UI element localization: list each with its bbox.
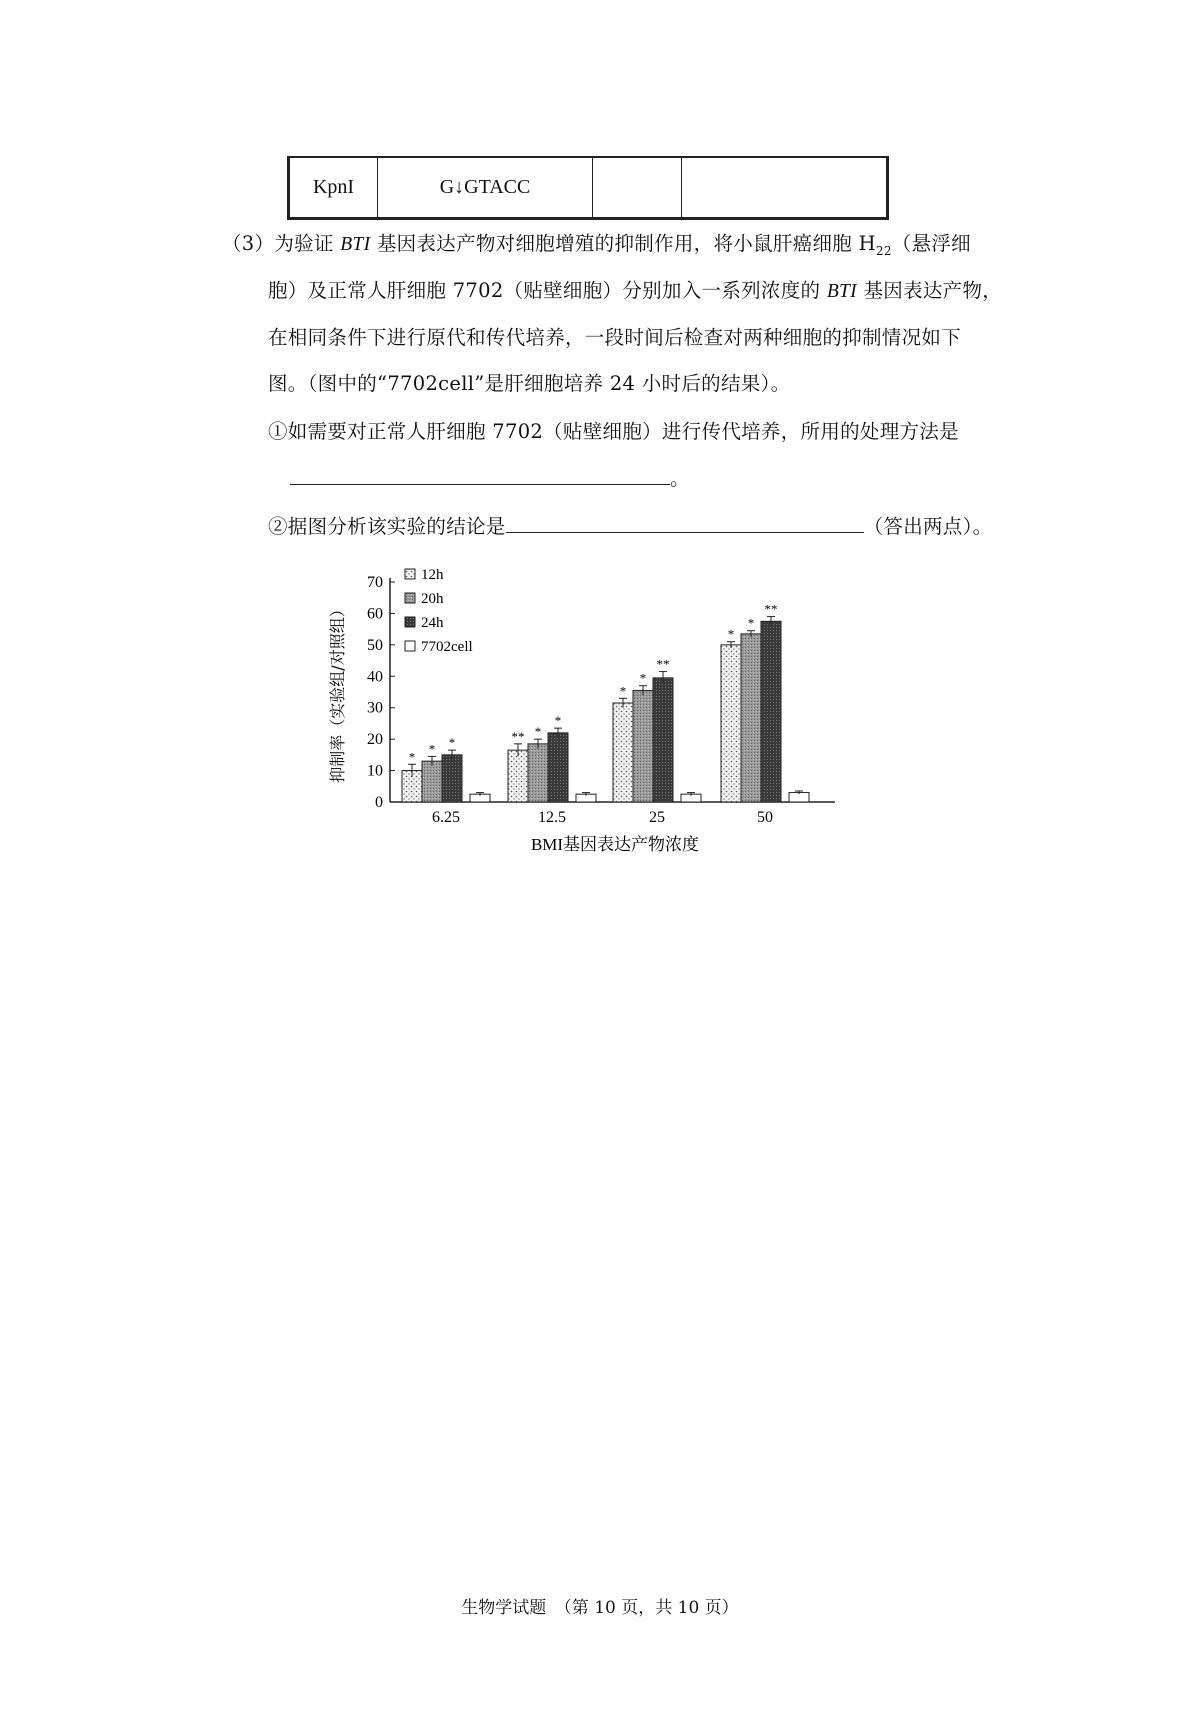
empty-cell	[593, 157, 682, 219]
y-axis-title	[328, 601, 347, 782]
gene-name: BTI	[340, 234, 371, 255]
subquestion-2	[268, 512, 992, 541]
significance-mark: **	[656, 656, 670, 672]
y-tick-label: 30	[367, 699, 383, 717]
page-footer: 生物学试题 （第 10 页，共 10 页）	[461, 1598, 739, 1618]
y-tick-label: 20	[367, 731, 383, 749]
legend-swatch-7702cell	[405, 641, 415, 651]
question-line-1	[222, 230, 971, 265]
y-tick-label: 60	[367, 605, 383, 623]
bar-12h-12.5	[508, 750, 528, 802]
legend-swatch-24h	[405, 617, 415, 627]
significance-mark: *	[639, 670, 647, 686]
chart-bars	[402, 602, 809, 802]
bar-12h-50	[721, 645, 741, 802]
legend-label-12h: 12h	[421, 567, 444, 583]
text-span: （悬浮细	[891, 232, 971, 255]
significance-mark: **	[511, 728, 525, 744]
significance-mark: *	[428, 741, 436, 757]
significance-mark: *	[448, 735, 456, 751]
question-number: （3）	[222, 232, 275, 255]
question-line-2	[268, 277, 1002, 306]
significance-mark: *	[727, 626, 735, 642]
y-tick-label: 10	[367, 762, 383, 780]
bar-20h-25	[633, 690, 653, 802]
significance-mark: *	[534, 724, 542, 740]
bar-20h-12.5	[528, 744, 548, 802]
x-tick-label: 12.5	[538, 809, 566, 826]
significance-mark: *	[408, 749, 416, 765]
bar-20h-6.25	[422, 761, 442, 802]
x-axis-title: BMI基因表达产物浓度	[530, 835, 700, 854]
bar-20h-50	[741, 634, 761, 802]
legend-label-24h: 24h	[421, 615, 444, 631]
text-span: 胞）及正常人肝细胞 7702（贴壁细胞）分别加入一系列浓度的	[268, 279, 827, 302]
legend-swatch-12h	[405, 569, 415, 579]
bar-24h-25	[653, 678, 673, 802]
y-tick-label: 40	[367, 668, 383, 686]
text-span: 为验证	[274, 232, 341, 255]
y-tick-label: 70	[367, 574, 383, 591]
legend-label-20h: 20h	[421, 591, 444, 607]
text-span: 基因表达产物，	[856, 279, 1003, 302]
x-tick-label: 50	[757, 809, 773, 826]
subscript: 22	[875, 243, 892, 258]
y-tick-label: 50	[367, 636, 383, 654]
gene-name: BTI	[826, 281, 857, 302]
text-span: ②据图分析该实验的结论是	[268, 515, 506, 538]
enzyme-name-cell: KpnI	[289, 157, 378, 219]
bar-24h-50	[761, 621, 781, 802]
legend-label-7702cell: 7702cell	[421, 639, 473, 655]
answer-blank-1[interactable]	[290, 464, 670, 485]
significance-mark: *	[619, 683, 627, 699]
empty-cell	[682, 157, 888, 219]
significance-mark: *	[747, 615, 755, 631]
question-line-4: 图。（图中的“7702cell”是肝细胞培养 24 小时后的结果）。	[268, 372, 791, 395]
enzyme-table	[287, 156, 889, 220]
bar-24h-12.5	[548, 733, 568, 802]
y-tick-label: 0	[375, 794, 383, 811]
answer-blank-2[interactable]	[506, 512, 864, 533]
answer-line-1	[290, 464, 690, 493]
bar-12h-25	[613, 703, 633, 802]
x-tick-label: 6.25	[432, 809, 460, 826]
bar-24h-6.25	[442, 755, 462, 802]
text-span: （答出两点）。	[863, 515, 993, 538]
recognition-site-cell: G↓GTACC	[378, 157, 593, 219]
table-row	[289, 157, 888, 219]
significance-mark: *	[554, 713, 562, 729]
x-tick-label: 25	[649, 809, 665, 826]
legend-swatch-20h	[405, 593, 415, 603]
text-span: 。	[670, 467, 690, 490]
text-span: 基因表达产物对细胞增殖的抑制作用，将小鼠肝癌细胞 H	[370, 232, 876, 255]
subquestion-1: ①如需要对正常人肝细胞 7702（贴壁细胞）进行传代培养，所用的处理方法是	[268, 420, 959, 443]
chart-legend	[405, 567, 473, 655]
y-axis-title-text: 抑制率（实验组/对照组）	[328, 601, 347, 783]
question-line-3: 在相同条件下进行原代和传代培养，一段时间后检查对两种细胞的抑制情况如下	[268, 326, 962, 349]
inhibition-bar-chart	[325, 560, 865, 870]
significance-mark: **	[764, 601, 778, 617]
